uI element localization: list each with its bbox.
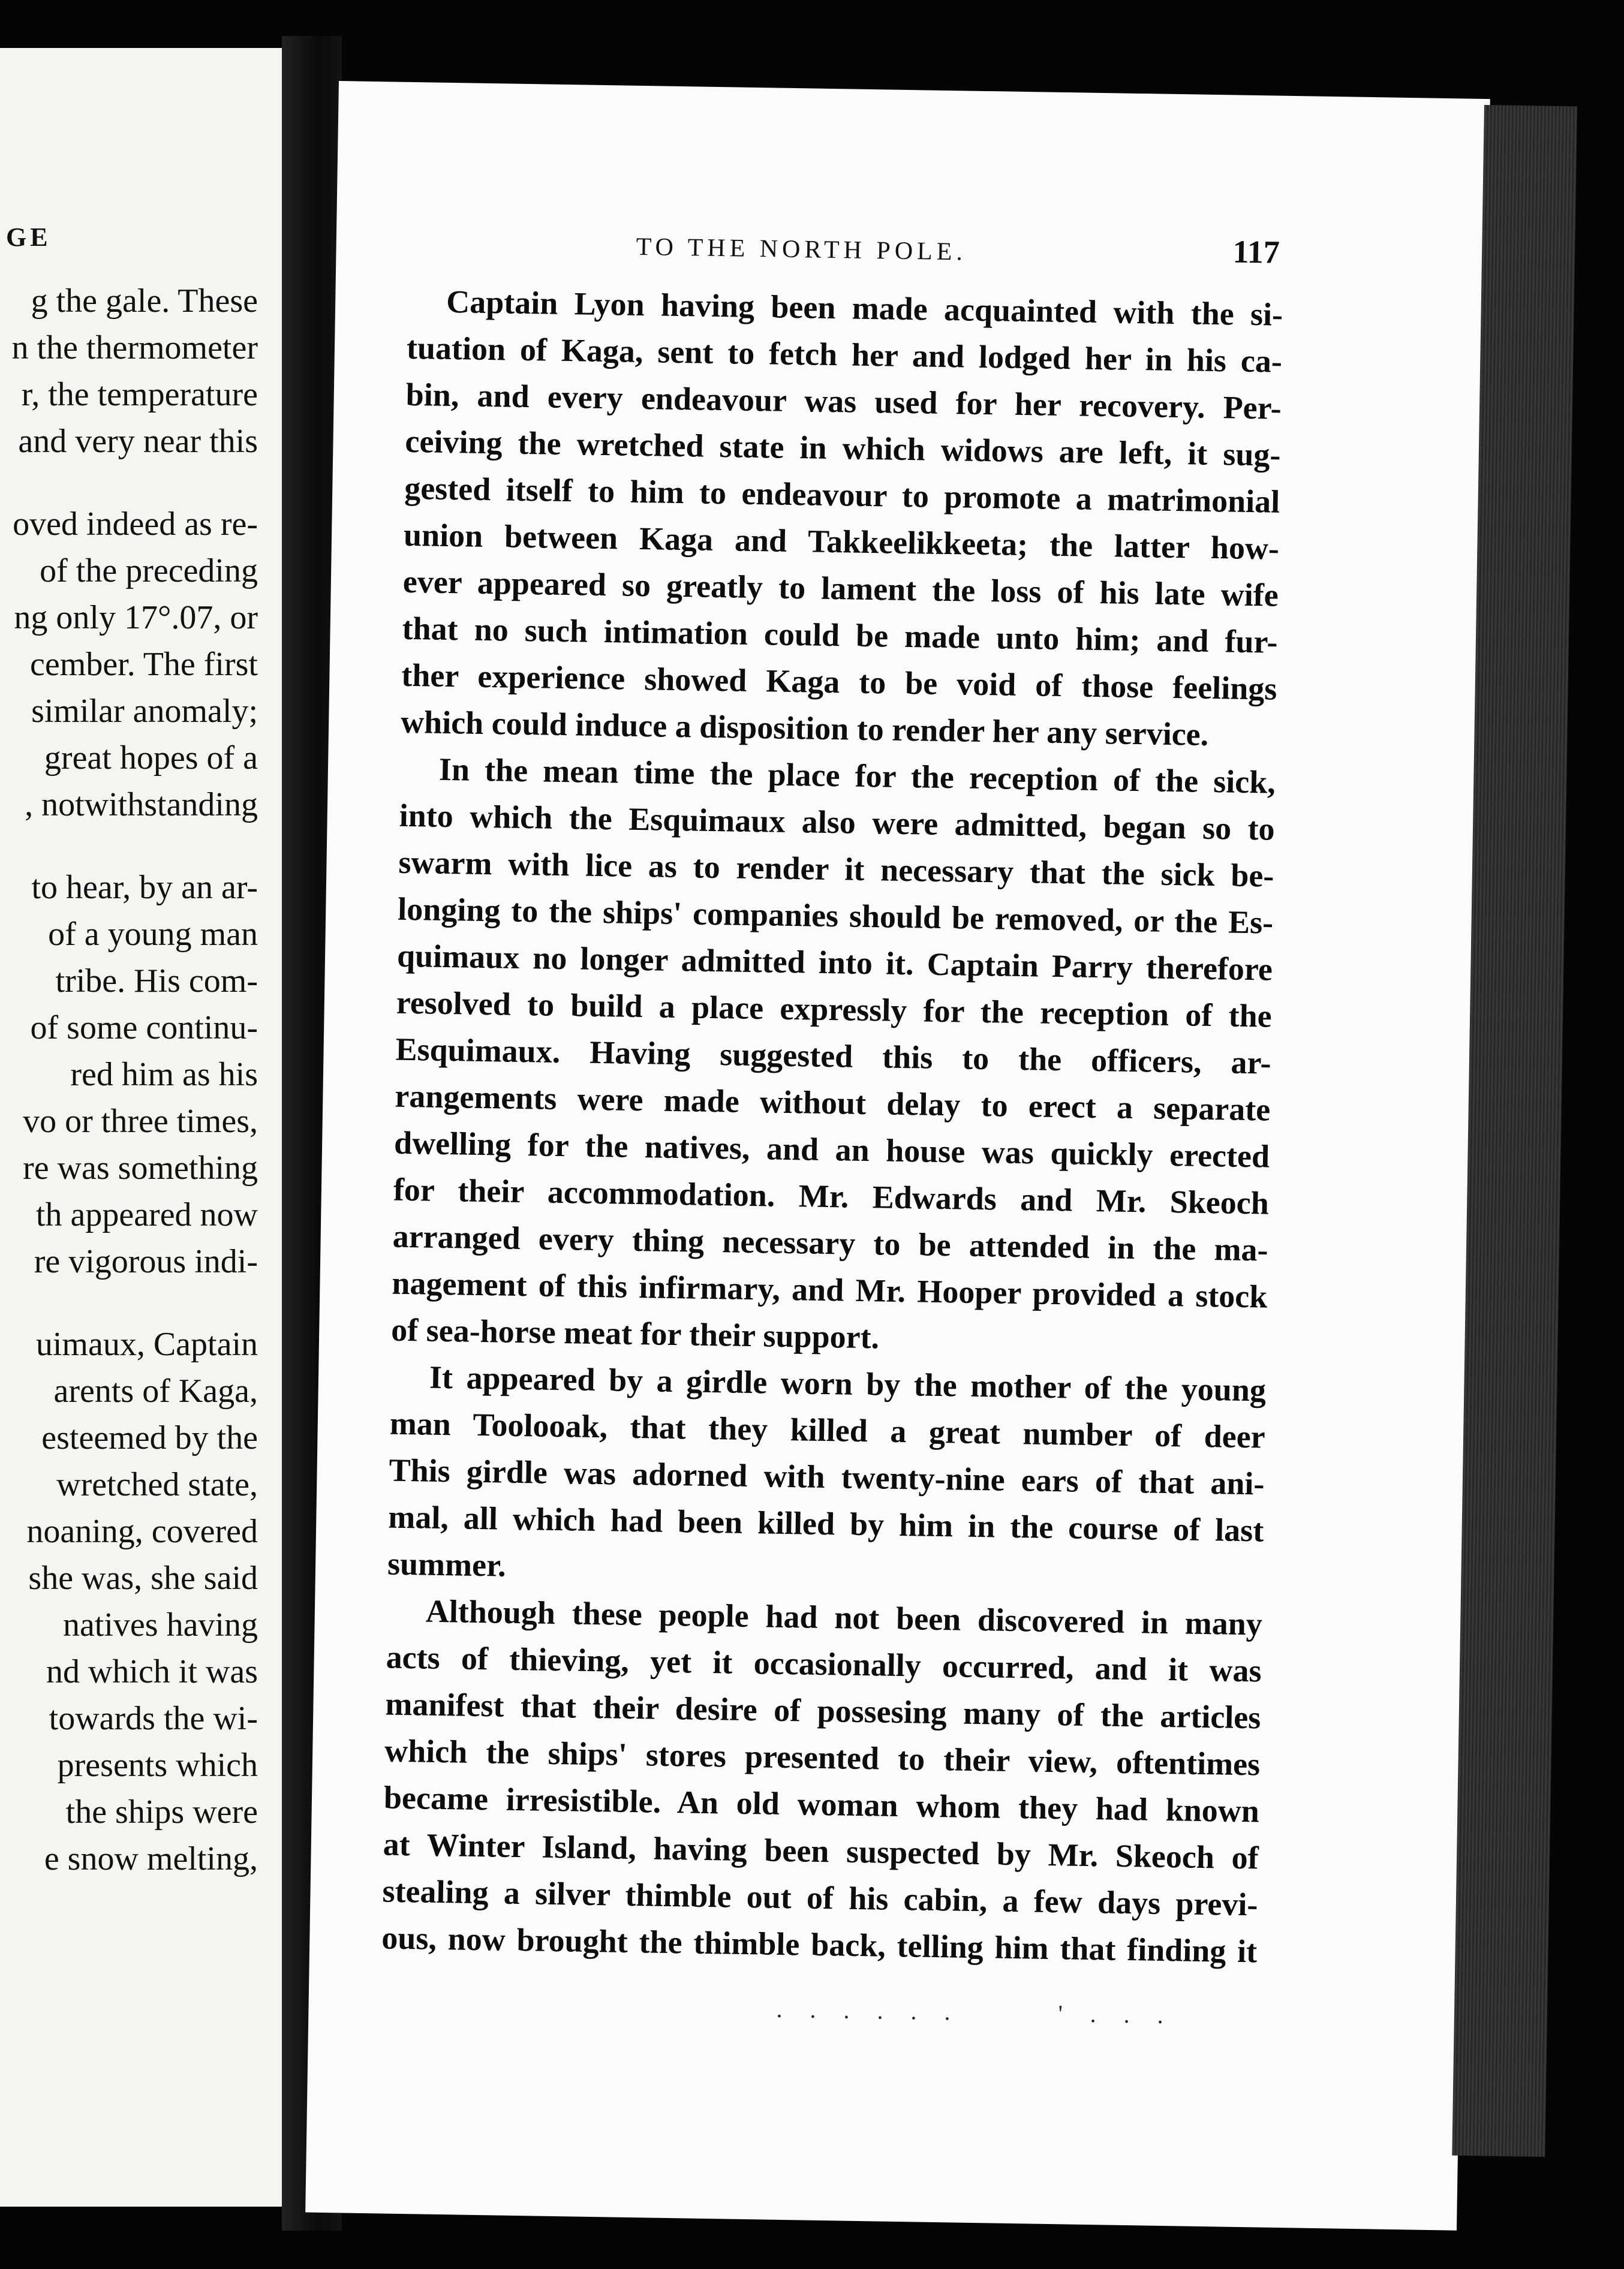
left-text-line: th appeared now xyxy=(35,1196,258,1233)
left-text-line: nd which it was xyxy=(46,1653,258,1690)
text-line: acts of thieving, yet it occasionally occurred, and it was xyxy=(386,1639,1262,1689)
text-line: union between Kaga and Takkeelikkeeta; the latter how- xyxy=(403,516,1280,567)
text-line: that no such intimation could be made unto him; and fur- xyxy=(402,610,1278,660)
text-line: Captain Lyon having been made acquainted with the si- xyxy=(446,283,1283,333)
left-text-line: great hopes of a xyxy=(44,739,258,777)
text-line: summer. xyxy=(387,1545,507,1584)
text-line: which the ships' stores presented to their view, oftentimes xyxy=(384,1732,1261,1783)
left-text-line: e snow melting, xyxy=(44,1840,258,1877)
text-line: rangements were made without delay to erect a separate xyxy=(394,1078,1271,1128)
left-text-line: similar anomaly; xyxy=(31,693,258,730)
text-line: dwelling for the natives, and an house was quickly erected xyxy=(393,1124,1270,1175)
text-line: longing to the ships' companies should be removed, or the Es- xyxy=(397,890,1274,941)
left-text-line: re vigorous indi- xyxy=(34,1243,258,1280)
left-text-line: of a young man xyxy=(48,916,258,953)
left-text-line: she was, she said xyxy=(28,1560,258,1597)
left-text-line: n the thermometer xyxy=(11,329,258,366)
text-line: mal, all which had been killed by him in the course of last xyxy=(387,1498,1264,1549)
text-line: into which the Esquimaux also were admitted, began so to xyxy=(399,797,1276,847)
text-line: In the mean time the place for the reception of the sick, xyxy=(438,751,1276,801)
left-text-line: vo or three times, xyxy=(23,1103,258,1140)
left-text-line: and very near this xyxy=(18,423,258,460)
left-text-line: tribe. His com- xyxy=(55,962,258,1000)
left-running-head: GE xyxy=(6,222,52,252)
text-line: nagement of this infirmary, and Mr. Hooper provided a stock xyxy=(392,1265,1268,1315)
left-text-line: to hear, by an ar- xyxy=(31,869,258,906)
text-line: This girdle was adorned with twenty-nine ears of that ani- xyxy=(389,1452,1265,1502)
text-line: man Toolooak, that they killed a great number of deer xyxy=(389,1405,1266,1455)
left-text-line: the ships were xyxy=(65,1793,258,1831)
left-text-line: , notwithstanding xyxy=(25,786,258,823)
left-text-line: of some continu- xyxy=(30,1009,258,1046)
text-line: bin, and every endeavour was used for her recovery. Per- xyxy=(405,376,1282,426)
text-line: swarm with lice as to render it necessary that the sick be- xyxy=(398,844,1274,894)
left-text-line: re was something xyxy=(23,1149,258,1187)
page-number: 117 xyxy=(1232,233,1280,270)
left-text-line: arents of Kaga, xyxy=(53,1373,258,1410)
left-text-line: towards the wi- xyxy=(49,1700,258,1737)
text-line: tuation of Kaga, sent to fetch her and lodged her in his ca- xyxy=(406,329,1283,380)
left-text-line: natives having xyxy=(62,1606,258,1644)
left-text-line: r, the temperature xyxy=(21,376,258,413)
left-text-line: oved indeed as re- xyxy=(13,505,258,543)
left-text-line: esteemed by the xyxy=(41,1419,258,1457)
left-text-line: of the preceding xyxy=(40,552,258,589)
text-line: ever appeared so greatly to lament the loss of his late wife xyxy=(402,563,1279,613)
text-line: Although these people had not been discovered in many xyxy=(425,1593,1263,1642)
left-text-line: noaning, covered xyxy=(26,1513,258,1550)
text-line: ceiving the wretched state in which widows are left, it sug- xyxy=(405,423,1281,473)
text-line: ous, now brought the thimble back, telling him that finding it xyxy=(381,1919,1258,1970)
text-line: gested itself to him to endeavour to promote a matrimonial xyxy=(404,470,1280,520)
right-page xyxy=(305,81,1490,2231)
text-line: became irresistible. An old woman whom they had known xyxy=(383,1779,1260,1829)
left-text-line: wretched state, xyxy=(56,1466,258,1503)
text-line: resolved to build a place expressly for the reception of the xyxy=(396,984,1273,1034)
text-line: ther experience showed Kaga to be void of those feelings xyxy=(401,657,1277,707)
text-line: at Winter Island, having been suspected by Mr. Skeoch of xyxy=(383,1826,1259,1876)
footer-dots-right: ' . . . xyxy=(1058,2000,1175,2029)
text-line: Esquimaux. Having suggested this to the officers, ar- xyxy=(395,1031,1271,1081)
text-line: which could induce a disposition to render her any service. xyxy=(400,703,1209,753)
text-line: manifest that their desire of possesing many of the articles xyxy=(385,1686,1261,1736)
text-line: It appeared by a girdle worn by the mother of the young xyxy=(429,1359,1267,1409)
left-text-line: presents which xyxy=(57,1747,258,1784)
left-page-fragment xyxy=(0,48,282,2207)
text-line: stealing a silver thimble out of his cabin, a few days previ- xyxy=(382,1873,1258,1923)
left-text-line: red him as his xyxy=(70,1056,258,1093)
left-text-line: cember. The first xyxy=(30,646,258,683)
text-line: quimaux no longer admitted into it. Captain Parry therefore xyxy=(396,937,1273,988)
left-text-line: ng only 17°.07, or xyxy=(14,599,258,636)
left-text-line: g the gale. These xyxy=(31,282,258,320)
footer-dots-left: . . . . . . xyxy=(776,1995,961,2026)
text-line: of sea-horse meat for their support. xyxy=(390,1311,880,1356)
text-line: arranged every thing necessary to be attended in the ma- xyxy=(392,1218,1269,1268)
text-line: for their accommodation. Mr. Edwards and Mr. Skeoch xyxy=(393,1171,1270,1221)
running-head: TO THE NORTH POLE. xyxy=(636,233,967,266)
left-text-line: uimaux, Captain xyxy=(35,1326,258,1363)
